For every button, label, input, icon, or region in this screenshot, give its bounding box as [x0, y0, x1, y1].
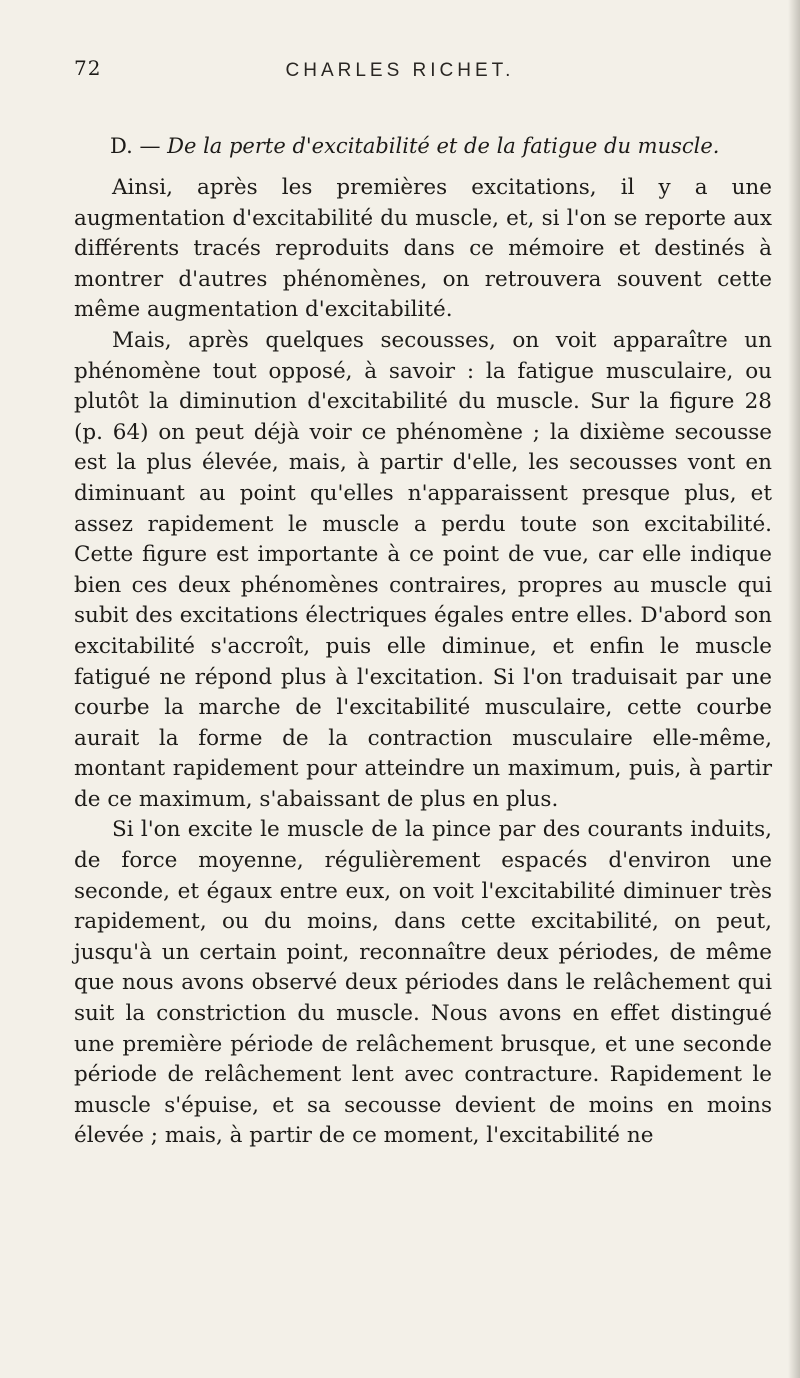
paragraph: Mais, après quelques secousses, on voit apparaître un phénomène tout opposé, à savoir : la fatigue musculaire, ou plutôt la diminution d'excitabilité du muscle. Sur la figure 28 (p. 64) on peut déjà voir ce phénomène ; la dixième secousse est la plus élevée, mais, à partir d'elle, les secousses vont en diminuant au point qu'elles n'apparaissent presque plus, et assez rapidement le muscle a perdu toute son excitabilité. Cette figure est importante à ce point de vue, car elle indique bien ces deux phénomènes contraires, propres au muscle qui subit des excitations électriques égales entre elles. D'abord son excitabilité s'accroît, puis elle diminue, et enfin le muscle fatigué ne répond plus à l'excitation. Si l'on traduisait par une courbe la marche de l'excitabilité musculaire, cette courbe aurait la forme de la contraction musculaire elle-même, montant rapidement pour atteindre un maximum, puis, à partir de ce maximum, s'abaissant de plus en plus. — [74, 327, 772, 812]
page-edge-shadow — [788, 0, 800, 1378]
page-number: 72 — [74, 56, 102, 80]
section-letter: D. — — [110, 134, 161, 158]
page-header — [0, 56, 800, 96]
section-title — [110, 134, 770, 158]
section-title-text: De la perte d'excitabilité et de la fatigue du muscle. — [167, 134, 720, 158]
running-head: CHARLES RICHET. — [285, 60, 515, 81]
paragraph: Si l'on excite le muscle de la pince par des courants induits, de force moyenne, régulièrement espacés d'environ une seconde, et égaux entre eux, on voit l'excitabilité diminuer très rapidement, ou du moins, dans cette excitabilité, on peut, jusqu'à un certain point, reconnaître deux périodes, de même que nous avons observé deux périodes dans le relâchement qui suit la constriction du muscle. Nous avons en effet distingué une première période de relâchement brusque, et une seconde période de relâchement lent avec contracture. Rapidement le muscle s'épuise, et sa secousse devient de moins en moins élevée ; mais, à partir de ce moment, l'excitabilité ne — [74, 817, 772, 1149]
paragraph: Ainsi, après les premières excitations, il y a une augmentation d'excitabilité du muscle, et, si l'on se reporte aux différents tracés reproduits dans ce mémoire et destinés à montrer d'autres phénomènes, on retrouvera souvent cette même augmentation d'excitabilité. — [74, 175, 772, 323]
body-text — [74, 173, 772, 1152]
